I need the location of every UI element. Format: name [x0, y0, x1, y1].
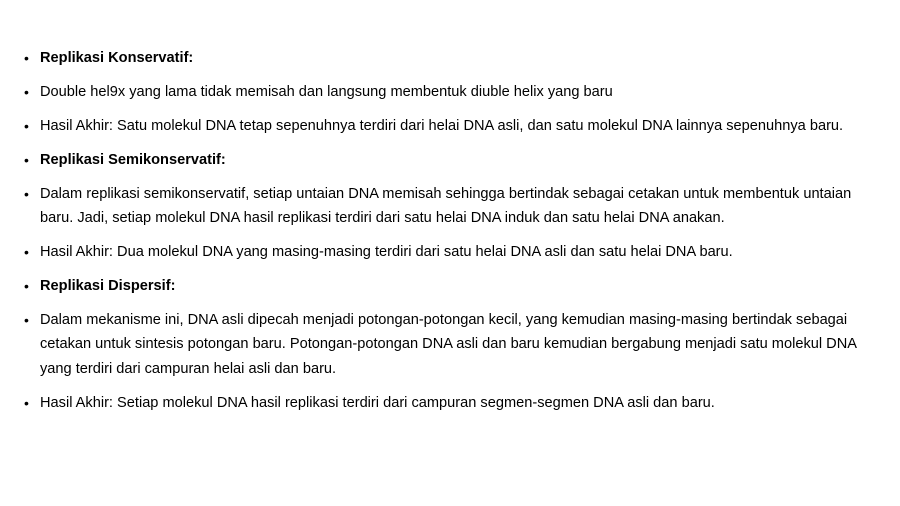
bullet-dot-icon: •	[24, 185, 29, 202]
bullet-dot-icon: •	[24, 117, 29, 134]
bullet-text: Dalam mekanisme ini, DNA asli dipecah menjadi potongan-potongan kecil, yang kemudian masing-masing bertindak sebagai cetakan untuk sintesis potongan baru. Potongan-potongan DNA asli dan baru kemudian bergabung menjadi satu molekul DNA yang terdiri dari campuran helai asli dan baru.	[40, 311, 857, 377]
bullet-text: Hasil Akhir: Setiap molekul DNA hasil replikasi terdiri dari campuran segmen-segmen DNA asli dan baru.	[40, 394, 715, 411]
bullet-text: Replikasi Konservatif:	[40, 50, 194, 66]
bullet-dot-icon: •	[24, 243, 29, 260]
bullet-item	[24, 80, 870, 105]
bullet-item-heading-semikonservatif	[24, 148, 870, 173]
bullet-list	[24, 46, 870, 415]
bullet-text: Replikasi Semikonservatif:	[40, 151, 226, 168]
bullet-text: Dalam replikasi semikonservatif, setiap untaian DNA memisah sehingga bertindak sebagai cetakan untuk membentuk untaian baru. Jadi, setiap molekul DNA hasil replikasi terdiri dari satu helai DNA induk dan satu helai DNA anakan.	[40, 185, 852, 227]
bullet-item-heading-konservatif	[24, 46, 870, 71]
bullet-dot-icon: •	[24, 151, 29, 168]
bullet-dot-icon: •	[24, 277, 29, 294]
bullet-dot-icon: •	[24, 311, 29, 328]
bullet-item	[24, 240, 870, 265]
bullet-dot-icon: •	[24, 394, 29, 411]
bullet-dot-icon: •	[24, 50, 29, 66]
bullet-item-heading-dispersif	[24, 274, 870, 299]
bullet-item	[24, 182, 870, 231]
bullet-text: Hasil Akhir: Satu molekul DNA tetap sepenuhnya terdiri dari helai DNA asli, dan satu molekul DNA lainnya sepenuhnya baru.	[40, 117, 844, 134]
bullet-text: Hasil Akhir: Dua molekul DNA yang masing-masing terdiri dari satu helai DNA asli dan satu helai DNA baru.	[40, 243, 733, 260]
bullet-text: Replikasi Dispersif:	[40, 277, 176, 294]
bullet-item	[24, 114, 870, 139]
bullet-dot-icon: •	[24, 83, 29, 100]
bullet-text: Double hel9x yang lama tidak memisah dan langsung membentuk diuble helix yang baru	[40, 83, 613, 100]
bullet-item	[24, 308, 870, 382]
bullet-item	[24, 391, 870, 416]
